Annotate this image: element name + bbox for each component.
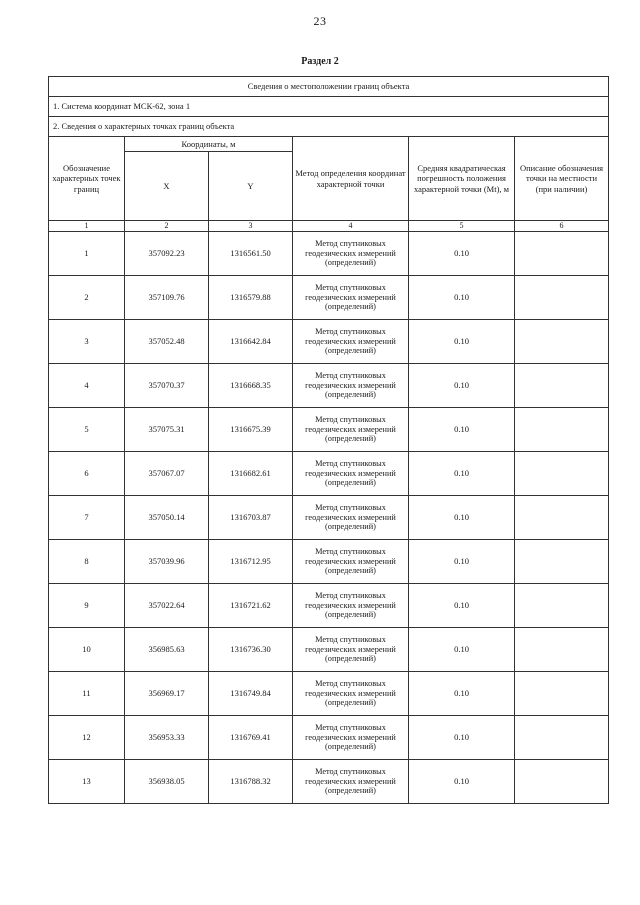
x-cell: 357022.64 xyxy=(125,584,209,628)
description-cell xyxy=(515,672,609,716)
method-cell: Метод спутниковых геодезических измерений (определений) xyxy=(293,276,409,320)
column-number: 4 xyxy=(293,221,409,232)
method-cell: Метод спутниковых геодезических измерений (определений) xyxy=(293,232,409,276)
description-cell xyxy=(515,760,609,804)
point-cell: 1 xyxy=(49,232,125,276)
y-cell: 1316561.50 xyxy=(209,232,293,276)
description-cell xyxy=(515,628,609,672)
description-cell xyxy=(515,364,609,408)
x-cell: 356938.05 xyxy=(125,760,209,804)
table-row xyxy=(49,408,609,452)
point-cell: 10 xyxy=(49,628,125,672)
column-number: 2 xyxy=(125,221,209,232)
header-description: Описание обозначения точки на местности (при наличии) xyxy=(515,137,609,221)
error-cell: 0.10 xyxy=(409,408,515,452)
boundary-points-table xyxy=(48,76,609,804)
point-cell: 4 xyxy=(49,364,125,408)
header-point-designation: Обозначение характерных точек границ xyxy=(49,137,125,221)
method-cell: Метод спутниковых геодезических измерений (определений) xyxy=(293,584,409,628)
x-cell: 357067.07 xyxy=(125,452,209,496)
method-cell: Метод спутниковых геодезических измерений (определений) xyxy=(293,496,409,540)
table-row xyxy=(49,364,609,408)
table-row xyxy=(49,320,609,364)
x-cell: 356953.33 xyxy=(125,716,209,760)
method-cell: Метод спутниковых геодезических измерений (определений) xyxy=(293,320,409,364)
error-cell: 0.10 xyxy=(409,452,515,496)
y-cell: 1316736.30 xyxy=(209,628,293,672)
point-cell: 8 xyxy=(49,540,125,584)
description-cell xyxy=(515,540,609,584)
point-cell: 3 xyxy=(49,320,125,364)
table-row xyxy=(49,496,609,540)
x-cell: 357109.76 xyxy=(125,276,209,320)
point-cell: 7 xyxy=(49,496,125,540)
x-cell: 356985.63 xyxy=(125,628,209,672)
table-row xyxy=(49,540,609,584)
x-cell: 357052.48 xyxy=(125,320,209,364)
error-cell: 0.10 xyxy=(409,628,515,672)
error-cell: 0.10 xyxy=(409,364,515,408)
header-method: Метод определения координат характерной точки xyxy=(293,137,409,221)
description-cell xyxy=(515,408,609,452)
x-cell: 356969.17 xyxy=(125,672,209,716)
error-cell: 0.10 xyxy=(409,672,515,716)
y-cell: 1316682.61 xyxy=(209,452,293,496)
table-row xyxy=(49,276,609,320)
point-cell: 12 xyxy=(49,716,125,760)
y-cell: 1316579.88 xyxy=(209,276,293,320)
table-row xyxy=(49,672,609,716)
description-cell xyxy=(515,232,609,276)
points-heading: 2. Сведения о характерных точках границ объекта xyxy=(49,117,609,137)
point-cell: 5 xyxy=(49,408,125,452)
method-cell: Метод спутниковых геодезических измерений (определений) xyxy=(293,760,409,804)
description-cell xyxy=(515,716,609,760)
method-cell: Метод спутниковых геодезических измерений (определений) xyxy=(293,452,409,496)
y-cell: 1316703.87 xyxy=(209,496,293,540)
point-cell: 13 xyxy=(49,760,125,804)
error-cell: 0.10 xyxy=(409,232,515,276)
error-cell: 0.10 xyxy=(409,320,515,364)
coordinate-system: 1. Система координат МСК-62, зона 1 xyxy=(49,97,609,117)
column-numbers-row xyxy=(49,221,609,232)
point-cell: 2 xyxy=(49,276,125,320)
y-cell: 1316721.62 xyxy=(209,584,293,628)
method-cell: Метод спутниковых геодезических измерений (определений) xyxy=(293,540,409,584)
error-cell: 0.10 xyxy=(409,496,515,540)
x-cell: 357039.96 xyxy=(125,540,209,584)
error-cell: 0.10 xyxy=(409,760,515,804)
table-row xyxy=(49,628,609,672)
error-cell: 0.10 xyxy=(409,276,515,320)
x-cell: 357092.23 xyxy=(125,232,209,276)
point-cell: 9 xyxy=(49,584,125,628)
description-cell xyxy=(515,276,609,320)
method-cell: Метод спутниковых геодезических измерений (определений) xyxy=(293,364,409,408)
table-row xyxy=(49,232,609,276)
error-cell: 0.10 xyxy=(409,716,515,760)
header-x: X xyxy=(125,152,209,221)
page-number: 23 xyxy=(313,14,327,28)
error-cell: 0.10 xyxy=(409,584,515,628)
column-number: 3 xyxy=(209,221,293,232)
description-cell xyxy=(515,584,609,628)
table-row xyxy=(49,584,609,628)
y-cell: 1316749.84 xyxy=(209,672,293,716)
section-title: Раздел 2 xyxy=(301,56,339,67)
column-number: 1 xyxy=(49,221,125,232)
y-cell: 1316788.32 xyxy=(209,760,293,804)
y-cell: 1316675.39 xyxy=(209,408,293,452)
y-cell: 1316769.41 xyxy=(209,716,293,760)
table-row xyxy=(49,452,609,496)
x-cell: 357075.31 xyxy=(125,408,209,452)
method-cell: Метод спутниковых геодезических измерений (определений) xyxy=(293,672,409,716)
header-coordinates: Координаты, м xyxy=(125,137,293,152)
column-number: 6 xyxy=(515,221,609,232)
description-cell xyxy=(515,452,609,496)
table-title: Сведения о местоположении границ объекта xyxy=(49,77,609,97)
description-cell xyxy=(515,496,609,540)
y-cell: 1316712.95 xyxy=(209,540,293,584)
method-cell: Метод спутниковых геодезических измерений (определений) xyxy=(293,628,409,672)
table-row xyxy=(49,760,609,804)
header-error: Средняя квадратическая погрешность положения характерной точки (Mt), м xyxy=(409,137,515,221)
error-cell: 0.10 xyxy=(409,540,515,584)
point-cell: 6 xyxy=(49,452,125,496)
point-cell: 11 xyxy=(49,672,125,716)
description-cell xyxy=(515,320,609,364)
y-cell: 1316668.35 xyxy=(209,364,293,408)
header-y: Y xyxy=(209,152,293,221)
x-cell: 357070.37 xyxy=(125,364,209,408)
y-cell: 1316642.84 xyxy=(209,320,293,364)
column-number: 5 xyxy=(409,221,515,232)
method-cell: Метод спутниковых геодезических измерений (определений) xyxy=(293,408,409,452)
table-row xyxy=(49,716,609,760)
x-cell: 357050.14 xyxy=(125,496,209,540)
method-cell: Метод спутниковых геодезических измерений (определений) xyxy=(293,716,409,760)
